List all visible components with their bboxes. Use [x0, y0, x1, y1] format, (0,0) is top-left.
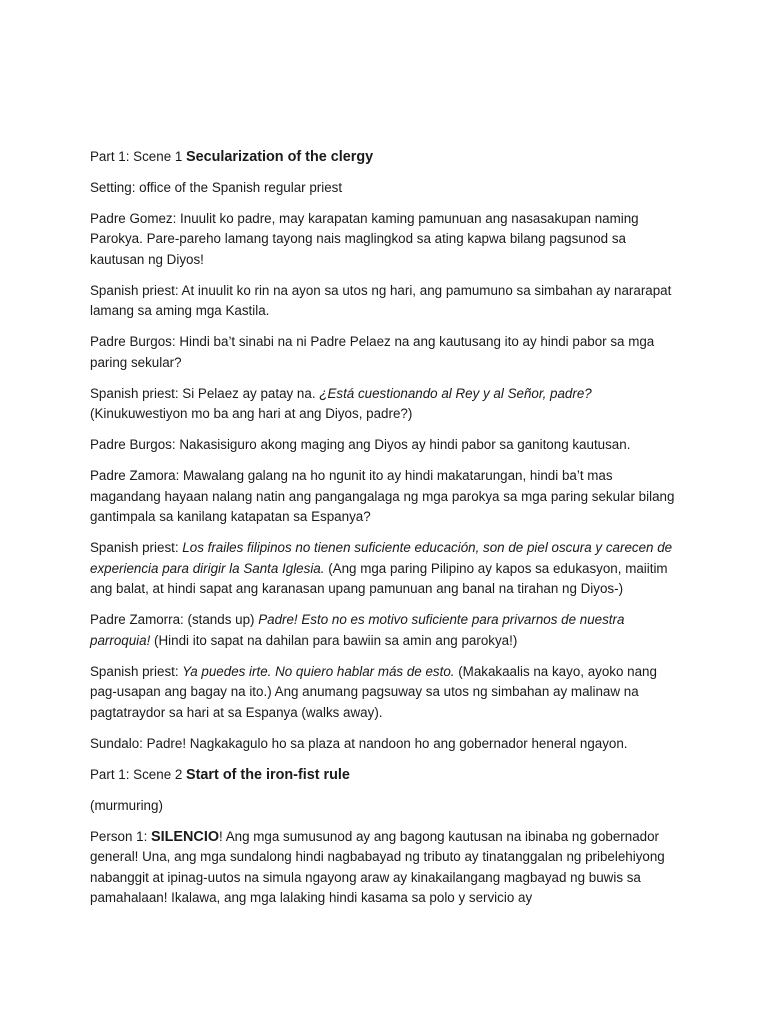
translation-text: (Ang mga paring Pilipino ay kapos sa edukasyon, maiitim ang balat, at hindi sapat ang karanasan upang pamunuan ang banal na tirahan ng Diyos-) [90, 560, 668, 597]
dialogue-line: Padre Gomez: Inuulit ko padre, may karapatan kaming pamunuan ang nasasakupan naming Parokya. Pare-pareho lamang tayong nais maglingkod sa ating kapwa bilang pagsunod sa kautusan ng Diyos! [90, 210, 639, 267]
spanish-quote: Ya puedes irte. No quiero hablar más de esto. [182, 663, 455, 679]
spanish-quote: ¿Está cuestionando al Rey y al Señor, padre? [319, 385, 592, 401]
translation-text: (Kinukuwestiyon mo ba ang hari at ang Diyos, padre?) [90, 406, 413, 422]
dialogue-line: Spanish priest: At inuulit ko rin na ayon sa utos ng hari, ang pamumuno sa simbahan ay nararapat lamang sa aming mga Kastila. [90, 282, 672, 319]
dialogue-line [90, 384, 682, 425]
dialogue-text: Person 1: [90, 828, 152, 844]
setting-line: Setting: office of the Spanish regular priest [90, 179, 343, 195]
scene-prefix: Part 1: Scene 1 [90, 149, 187, 164]
dialogue-line [90, 610, 682, 651]
dialogue-text: Spanish priest: [90, 540, 183, 556]
dialogue-line: Sundalo: Padre! Nagkakagulo ho sa plaza at nandoon ho ang gobernador heneral ngayon. [90, 735, 628, 751]
shout-text: SILENCIO [151, 828, 220, 845]
dialogue-text: Padre Zamorra: (stands up) [90, 612, 259, 628]
dialogue-line [90, 827, 682, 909]
scene-title: Start of the iron-fist rule [186, 766, 350, 783]
dialogue-text: Spanish priest: [90, 663, 183, 679]
scene-prefix: Part 1: Scene 2 [90, 766, 187, 782]
dialogue-line [90, 538, 682, 600]
dialogue-line: Padre Zamora: Mawalang galang na ho ngunit ito ay hindi makatarungan, hindi ba’t mas magandang hayaan nalang natin ang pangangalaga ng mga parokya sa mga paring sekular bilang gantimpala sa kanilang katapatan sa Espanya? [90, 468, 675, 525]
spanish-quote: Los frailes filipinos no tienen suficiente educación, son de piel oscura y carecen de experiencia para dirigir la Santa Iglesia. [90, 540, 673, 576]
dialogue-text: Spanish priest: Si Pelaez ay patay na. [90, 385, 320, 401]
scene-title: Secularization of the clergy [186, 149, 374, 165]
scene-heading [90, 147, 682, 168]
dialogue-line: Padre Burgos: Nakasisiguro akong maging ang Diyos ay hindi pabor sa ganitong kautusan. [90, 437, 631, 453]
translation-text: (Hindi ito sapat na dahilan para bawiin sa amin ang parokya!) [150, 632, 518, 648]
scene-heading [90, 765, 682, 786]
translation-text: (Makakaalis na kayo, ayoko nang pag-usapan ang bagay na ito.) Ang anumang pagsuway sa utos ng simbahan ay malinaw na pagtatraydor sa hari at sa Espanya (walks away). [90, 663, 657, 721]
spanish-quote: Padre! Esto no es motivo suficiente para privarnos de nuestra parroquia! [90, 612, 625, 648]
document-page [90, 147, 682, 919]
stage-direction: (murmuring) [90, 797, 163, 813]
dialogue-line: Padre Burgos: Hindi ba’t sinabi na ni Padre Pelaez na ang kautusang ito ay hindi pabor sa mga paring sekular? [90, 334, 655, 370]
dialogue-line [90, 662, 682, 724]
dialogue-text: ! Ang mga sumusunod ay ang bagong kautusan na ibinaba ng gobernador general! Una, ang mga sundalong hindi nagbabayad ng tributo ay tinatanggalan ng pribelehiyong nabanggit at ipinag-uutos na simula ngayong araw ay kinakailangang magbayad ng buwis sa pamahalaan! Ikalawa, ang mga lalaking hindi kasama sa polo y servicio ay [90, 828, 665, 906]
